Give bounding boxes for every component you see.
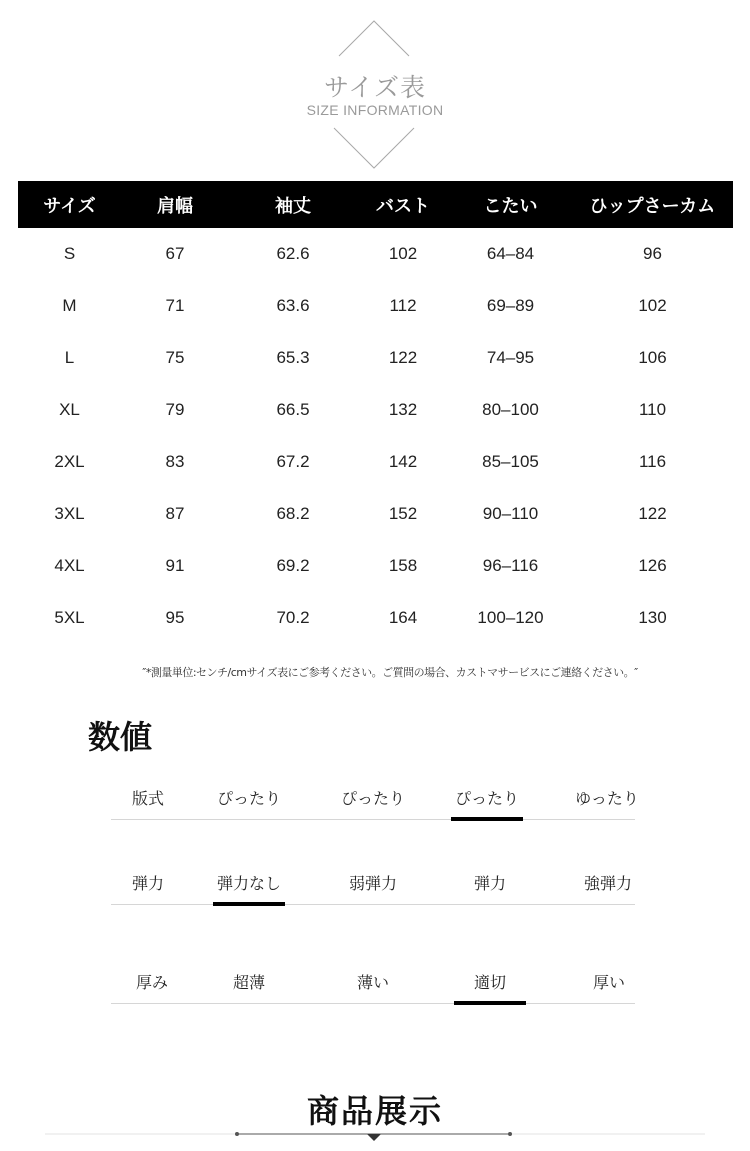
attribute-label-thickness: 厚み [135,973,168,992]
cell-hip: 126 [638,556,667,575]
cell-hip: 96 [643,244,662,263]
cell-bust: 142 [388,452,418,471]
cell-size: 3XL [54,504,85,523]
cell-waist: 74–95 [486,348,535,367]
cell-shoulder: 87 [165,504,185,523]
cell-waist: 85–105 [482,452,539,471]
table-row [18,280,733,332]
header-bust: バスト [376,195,430,217]
product-display-title: 商品展示 [306,1092,443,1130]
cell-size: S [63,244,76,263]
cell-bust: 158 [388,556,418,575]
cell-sleeve: 62.6 [276,244,310,263]
table-row [18,384,733,436]
table-row [18,332,733,384]
size-table [18,181,733,644]
cell-sleeve: 69.2 [276,556,310,575]
attribute-row-fit [111,779,639,820]
fit-option-2: ぴったり [340,789,405,808]
elasticity-option-weak: 弱弾力 [348,874,397,893]
cell-bust: 112 [389,296,417,315]
cell-bust: 122 [388,348,418,367]
attribute-row-elasticity [111,864,635,905]
cell-shoulder: 75 [165,348,185,367]
header-size: サイズ [43,195,96,217]
cell-hip: 110 [638,400,667,419]
cell-shoulder: 79 [165,400,185,419]
cell-waist: 100–120 [477,608,544,627]
header-waist: こたい [483,195,538,217]
cell-sleeve: 65.3 [276,348,310,367]
cell-bust: 132 [388,400,418,419]
table-row [18,228,733,280]
fit-option-1: ぴったり [216,789,281,808]
cell-bust: 164 [388,608,418,627]
table-row [18,592,733,644]
cell-size: 2XL [54,452,85,471]
thickness-option-thin: 薄い [356,973,389,992]
thickness-option-moderate: 適切 [440,963,540,1003]
cell-sleeve: 66.5 [276,400,310,419]
cell-size: 5XL [54,608,85,627]
table-row [18,540,733,592]
fit-option-4: ゆったり [575,789,639,808]
cell-shoulder: 83 [165,452,185,471]
cell-bust: 102 [388,244,418,263]
elasticity-option-none: 弾力なし [199,864,299,904]
cell-hip: 122 [638,504,667,523]
table-row [18,488,733,540]
cell-sleeve: 67.2 [276,452,310,471]
size-chart-subtitle: SIZE INFORMATION [306,102,444,118]
cell-bust: 152 [388,504,418,523]
cell-waist: 64–84 [486,244,535,263]
cell-sleeve: 63.6 [276,296,310,315]
cell-waist: 90–110 [482,504,539,523]
cell-hip: 106 [638,348,667,367]
thickness-option-thick: 厚い [592,973,625,992]
cell-shoulder: 71 [165,296,185,315]
table-row [18,436,733,488]
table-header [18,181,733,228]
cell-size: L [64,348,75,367]
cell-hip: 130 [638,608,667,627]
product-title-decoration [0,1124,750,1151]
fit-option-3: ぴったり [437,779,537,819]
attribute-label-elasticity: 弾力 [131,874,164,893]
cell-size: M [62,296,77,315]
elasticity-option-strong: 強弾力 [583,874,632,893]
numeric-section-title: 数値 [88,718,153,756]
elasticity-option-normal: 弾力 [473,874,506,893]
thickness-option-ultra-thin: 超薄 [232,973,265,992]
cell-size: 4XL [54,556,85,575]
cell-sleeve: 70.2 [276,608,310,627]
cell-shoulder: 91 [165,556,185,575]
cell-waist: 80–100 [482,400,539,419]
header-sleeve: 袖丈 [275,195,311,217]
measurement-note: ″*測量単位:センチ/cmサイズ表にご参考ください。ご質問の場合、カストマサービスにご連絡ください。″ [142,666,638,679]
cell-shoulder: 67 [165,244,185,263]
cell-hip: 116 [638,452,667,471]
cell-waist: 96–116 [482,556,539,575]
attribute-label-fit: 版式 [131,789,164,808]
cell-hip: 102 [638,296,667,315]
cell-sleeve: 68.2 [276,504,310,523]
attribute-row-thickness [111,963,635,1004]
cell-size: XL [59,400,80,419]
size-chart-title: サイズ表 [323,73,426,102]
cell-shoulder: 95 [165,608,185,627]
header-hip: ひップさーカム [589,195,716,217]
cell-waist: 69–89 [486,296,535,315]
header-shoulder: 肩幅 [157,195,193,217]
